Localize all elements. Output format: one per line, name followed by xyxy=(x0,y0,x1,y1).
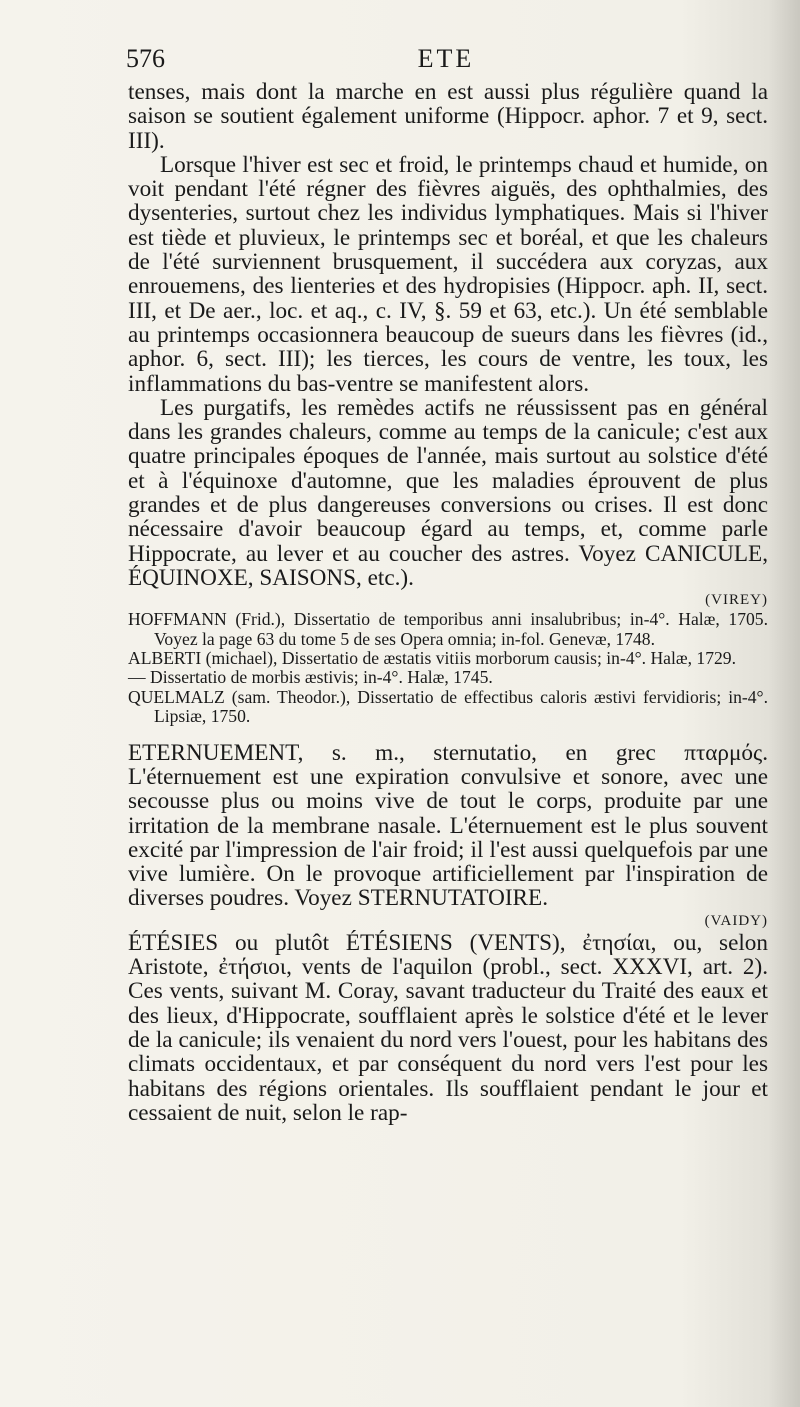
bibliography-entry: — Dissertatio de morbis æstivis; in-4°. Halæ, 1745. xyxy=(128,667,493,688)
author-signature-vaidy: (VAIDY) xyxy=(704,912,768,929)
bibliography-entry: HOFFMANN (Frid.), Dissertatio de temporibus anni insalubribus; in-4°. Halæ, 1705. Voyez la page 63 du tome 5 de ses Opera omnia; in-fol. Genevæ, 1748. xyxy=(128,609,768,649)
paragraph-ete-continuation: tenses, mais dont la marche en est aussi plus régulière quand la saison se soutient également uniforme (Hippocr. aphor. 7 et 9, sect. III). xyxy=(128,79,768,154)
paragraph-ete-purgatifs: Les purgatifs, les remèdes actifs ne réussissent pas en général dans les grandes chaleurs, comme au temps de la canicule; c'est aux quatre principales époques de l'année, mais surtout au solstice d'été et à l'équinoxe d'automne, que les maladies éprouvent de plus grandes et de plus dangereuses conversions ou crises. Il est donc nécessaire d'avoir beaucoup égard au temps, et, comme parle Hippocrate, au lever et au coucher des astres. Voyez CANICULE, ÉQUINOXE, SAISONS, etc.). xyxy=(128,394,768,591)
paragraph-ete-seasons: Lorsque l'hiver est sec et froid, le printemps chaud et humide, on voit pendant l'été régner des fièvres aiguës, des ophthalmies, des dysenteries, surtout chez les individus lymphatiques. Mais si l'hiver est tiède et pluvieux, le printemps sec et boréal, et que les chaleurs de l'été surviennent brusquement, il succédera aux coryzas, aux enrouemens, des lienteries et des hydropisies (Hippocr. aph. II, sect. III, et De aer., loc. et aq., c. IV, §. 59 et 63, etc.). Un été semblable au printemps occasionnera beaucoup de sueurs dans les fièvres (id., aphor. 6, sect. III); les tierces, les cours de ventre, les toux, les inflammations du bas-ventre se manifestent alors. xyxy=(128,151,768,397)
bibliography xyxy=(128,610,768,726)
page-number: 576 xyxy=(126,44,165,73)
entry-eternuement: ETERNUEMENT, s. m., sternutatio, en grec πταρμός. L'éternuement est une expiration convulsive et sonore, avec une secousse plus ou moins vive de tout le corps, produite par une irritation de la membrane nasale. L'éternuement est le plus souvent excité par l'impression de l'air froid; il l'est aussi quelquefois par une vive lumière. On le provoque artificiellement par l'inspiration de diverses poudres. Voyez STERNUTATOIRE. xyxy=(128,739,768,912)
entry-etesies: ÉTÉSIES ou plutôt ÉTÉSIENS (VENTS), ἐτησίαι, ou, selon Aristote, ἐτήσιοι, vents de l'aquilon (probl., sect. XXXVI, art. 2). Ces vents, suivant M. Coray, savant traducteur du Traité des eaux et des lieux, d'Hippocrate, soufflaient après le solstice d'été et le lever de la canicule; ils venaient du nord vers l'ouest, pour les habitans des climats occidentaux, et par conséquent du nord vers l'est pour les habitans des régions orientales. Ils soufflaient pendant le jour et cessaient de nuit, selon le rap- xyxy=(128,929,768,1126)
page-header xyxy=(126,44,766,78)
bibliography-entry: ALBERTI (michael), Dissertatio de æstatis vitiis morborum causis; in-4°. Halæ, 1729. xyxy=(128,648,736,669)
bibliography-entry: QUELMALZ (sam. Theodor.), Dissertatio de effectibus caloris æstivi fervidioris; in-4°. Lipsiæ, 1750. xyxy=(128,686,768,727)
running-title: ETE xyxy=(417,44,475,73)
author-signature-virey: (VIREY) xyxy=(705,592,768,609)
page-text xyxy=(128,80,768,1125)
